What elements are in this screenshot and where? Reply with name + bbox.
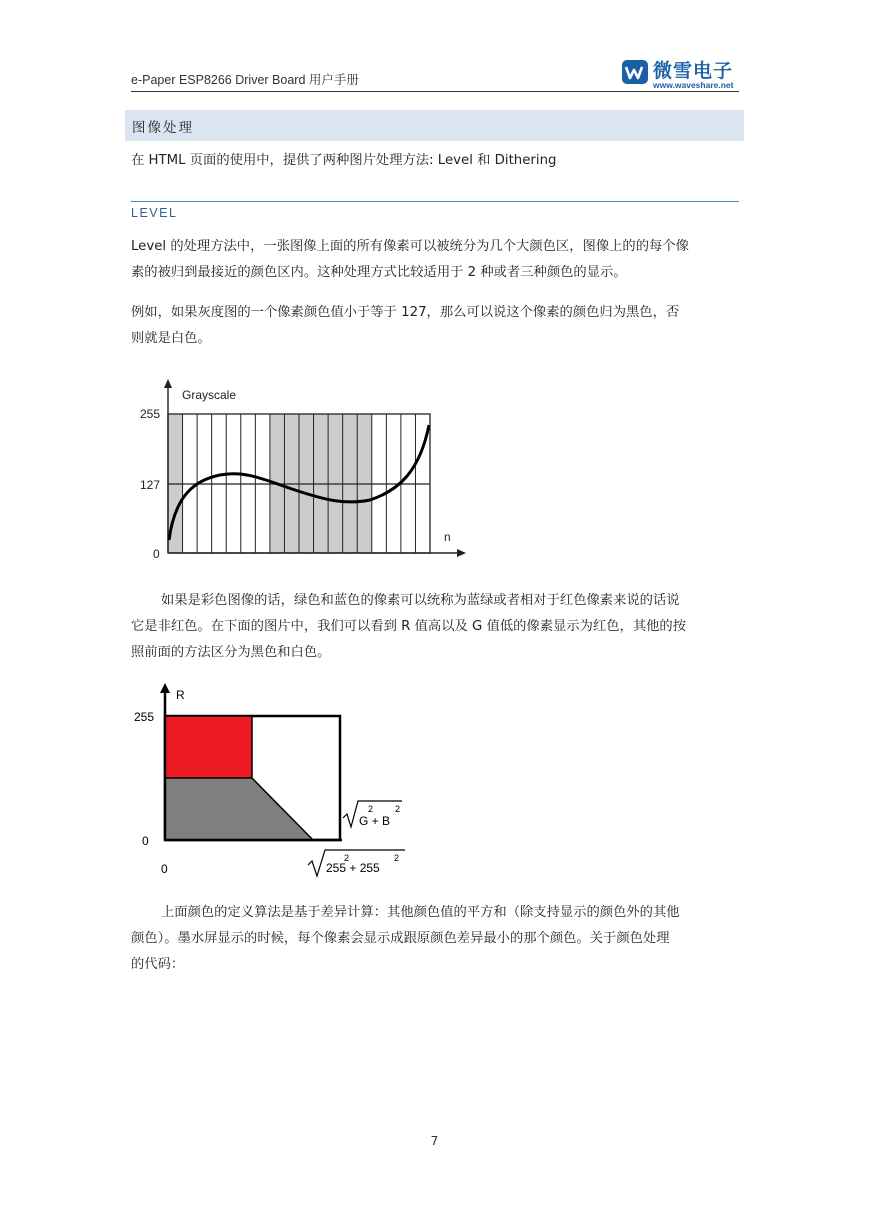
level-heading: LEVEL xyxy=(131,206,178,220)
section-title: 图像处理 xyxy=(132,120,194,136)
waveshare-logo xyxy=(622,58,742,92)
tick-255: 255 xyxy=(140,407,161,421)
r-tick-0: 0 xyxy=(142,834,149,848)
level-p3-line-2: 它是非红色。在下面的图片中，我们可以看到 R 值高以及 G 值低的像素显示为红色，其他的按 xyxy=(131,619,687,634)
color-region-figure xyxy=(130,680,420,885)
level-paragraph-4 xyxy=(131,900,739,978)
page-number: 7 xyxy=(430,1134,439,1148)
r-tick-255: 255 xyxy=(134,710,155,724)
level-p4-line-3: 的代码： xyxy=(131,957,185,972)
logo-url-text: www.waveshare.net xyxy=(653,80,734,90)
red-region xyxy=(165,716,252,778)
formula-inner-sup-g: 2 xyxy=(368,804,374,814)
formula-axis-sup-2: 2 xyxy=(394,853,400,863)
grayscale-level-figure xyxy=(135,375,475,565)
level-p3-line-1: 如果是彩色图像的话，绿色和蓝色的像素可以统称为蓝绿或者相对于红色像素来说的话说 xyxy=(161,593,680,608)
level-p2-line-1: 例如，如果灰度图的一个像素颜色值小于等于 127，那么可以说这个像素的颜色归为黑色，否 xyxy=(131,305,680,320)
x-tick-0: 0 xyxy=(161,862,168,876)
level-p3-line-3: 照前面的方法区分为黑色和白色。 xyxy=(131,645,331,660)
y-axis-label: Grayscale xyxy=(182,388,237,402)
r-axis-label: R xyxy=(176,688,185,702)
tick-0: 0 xyxy=(153,547,160,561)
formula-inner-sup-b: 2 xyxy=(395,804,401,814)
section-intro: 在 HTML 页面的使用中，提供了两种图片处理方法: Level 和 Dithering xyxy=(131,153,557,168)
tick-127: 127 xyxy=(140,478,161,492)
logo-cn-text: 微雪电子 xyxy=(653,60,734,82)
level-p2-line-2: 则就是白色。 xyxy=(131,331,211,346)
x-axis-arrow xyxy=(457,549,466,557)
level-paragraph-1 xyxy=(131,234,739,286)
level-paragraph-3 xyxy=(131,588,739,666)
subheading-rule xyxy=(131,201,739,202)
formula-axis-sup-1: 2 xyxy=(344,853,350,863)
section-heading-bar xyxy=(125,110,744,141)
x-axis-label: n xyxy=(444,530,451,544)
y-axis-arrow xyxy=(164,379,172,388)
level-p4-line-2: 颜色）。墨水屏显示的时候，每个像素会显示成跟原颜色差异最小的那个颜色。关于颜色处理 xyxy=(131,931,670,946)
header-title: e-Paper ESP8266 Driver Board 用户手册 xyxy=(131,73,359,87)
level-p1-line-1: Level 的处理方法中，一张图像上面的所有像素可以被统分为几个大颜色区，图像上的的每个像 xyxy=(131,239,689,254)
level-p4-line-1: 上面颜色的定义算法是基于差异计算：其他颜色值的平方和（除支持显示的颜色外的其他 xyxy=(161,905,680,920)
formula-axis: 255 + 255 xyxy=(326,861,380,875)
formula-inner: G + B xyxy=(359,814,391,828)
level-p1-line-2: 素的被归到最接近的颜色区内。这种处理方式比较适用于 2 种或者三种颜色的显示。 xyxy=(131,265,627,280)
level-paragraph-2 xyxy=(131,300,739,352)
r-axis-arrow xyxy=(160,683,170,693)
waveshare-logo-icon xyxy=(622,58,650,86)
